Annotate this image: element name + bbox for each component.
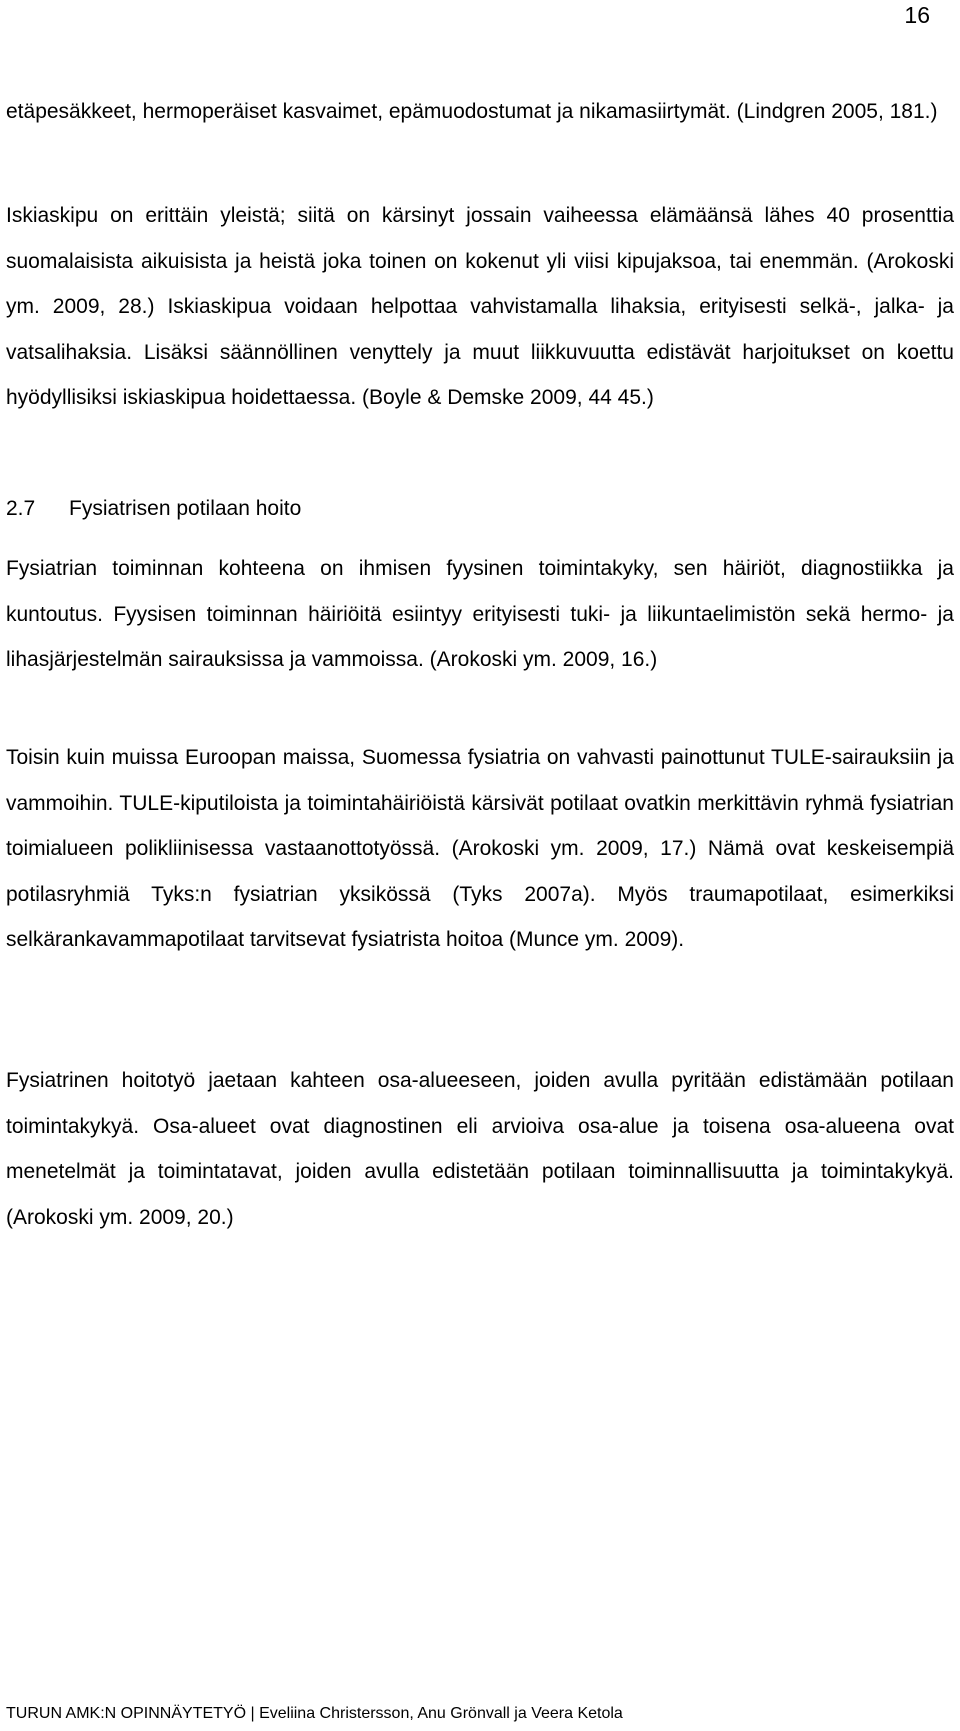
paragraph-4: Toisin kuin muissa Euroopan maissa, Suomessa fysiatria on vahvasti painottunut TULE-sairauksiin ja vammoihin. TULE-kiputiloista ja toimintahäiriöistä kärsivät potilaat ovatkin merkittävin ryhmä fysiatrian toimialueen polikliinisessa vastaanottotyössä. (Arokoski ym. 2009, 17.) Nämä ovat keskeisempiä potilasryhmiä Tyks:n fysiatrian yksikössä (Tyks 2007a). Myös traumapotilaat, esimerkiksi selkärankavammapotilaat tarvitsevat fysiatrista hoitoa (Munce ym. 2009). [6,746,954,951]
paragraph-2: Iskiaskipu on erittäin yleistä; siitä on kärsinyt jossain vaiheessa elämäänsä lähes 40 prosenttia suomalaisista aikuisista ja heistä joka toinen on kokenut yli viisi kipujaksoa, tai enemmän. (Arokoski ym. 2009, 28.) Iskiaskipua voidaan helpottaa vahvistamalla lihaksia, erityisesti selkä-, jalka- ja vatsalihaksia. Lisäksi säännöllinen venyttely ja muut liikkuvuutta edistävät harjoitukset on koettu hyödyllisiksi iskiaskipua hoidettaessa. (Boyle & Demske 2009, 44 45.) [6,204,954,409]
paragraph-3: Fysiatrian toiminnan kohteena on ihmisen fyysinen toimintakyky, sen häiriöt, diagnostiikka ja kuntoutus. Fyysisen toiminnan häiriöitä esiintyy erityisesti tuki- ja liikuntaelimistön sekä hermo- ja lihasjärjestelmän sairauksissa ja vammoissa. (Arokoski ym. 2009, 16.) [6,557,954,671]
section-heading [6,486,301,531]
page-number: 16 [904,2,930,28]
page-footer: TURUN AMK:N OPINNÄYTETYÖ | Eveliina Christersson, Anu Grönvall ja Veera Ketola [6,1705,623,1722]
paragraph-1: etäpesäkkeet, hermoperäiset kasvaimet, epämuodostumat ja nikamasiirtymät. (Lindgren 2005, 181.) [6,100,938,123]
paragraph-5: Fysiatrinen hoitotyö jaetaan kahteen osa-alueeseen, joiden avulla pyritään edistämään potilaan toimintakykyä. Osa-alueet ovat diagnostinen eli arvioiva osa-alue ja toisena osa-alueena ovat menetelmät ja toimintatavat, joiden avulla edistetään potilaan toiminnallisuutta ja toimintakykyä. (Arokoski ym. 2009, 20.) [6,1069,954,1229]
section-title: Fysiatrisen potilaan hoito [69,497,302,520]
section-number: 2.7 [6,497,36,520]
